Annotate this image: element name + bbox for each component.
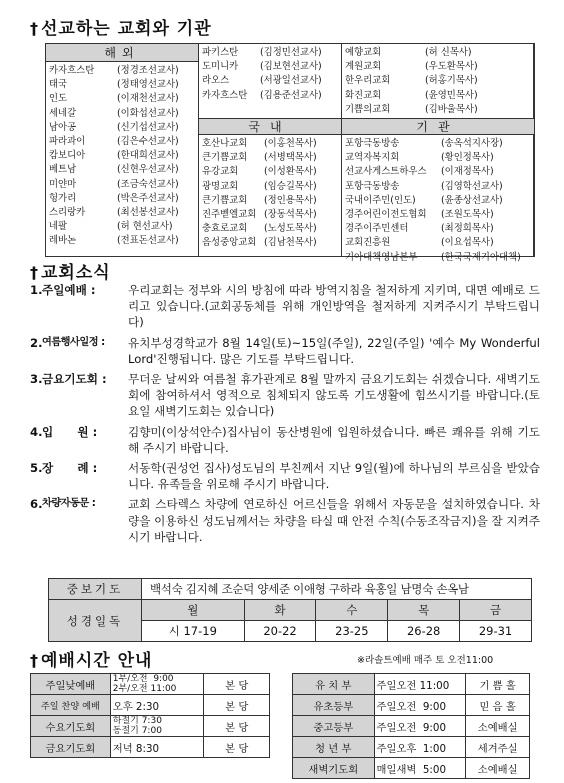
mission-place: 음성중앙교회 [202, 237, 257, 249]
news-text: 우리교회는 정부와 시의 방침에 따라 방역지침을 철저하게 지키며, 대면 예배로 드리고 있습니다.(교회공동체를 위해 개인방역을 철저하게 지켜주시기 부탁드립니다) [128, 283, 540, 330]
reading-range: 20-22 [244, 621, 316, 642]
overseas-header: 해외 [46, 44, 198, 62]
prayer-names: 백석숙 김지혜 조순덕 양세준 이애형 구하라 육홍일 남명숙 손옥남 [142, 579, 532, 600]
mission-person: (전표돈선교사) [117, 235, 179, 247]
mission-entry [342, 151, 534, 165]
worship-title: † 예배시간 안내 [30, 651, 153, 671]
worship-time: 하절기 7:30 동절기 7:00 [110, 716, 204, 737]
worship-place: 본 당 [204, 674, 270, 695]
mission-place: 베트남 [49, 164, 77, 176]
mission-place: 화진교회 [345, 89, 382, 101]
news-label: 장 례 : [42, 461, 98, 476]
mission-person: (이요섭목사) [441, 237, 494, 249]
worship-place: 소예배실 [466, 716, 530, 737]
worship-time: 저녁 8:30 [110, 737, 204, 758]
mission-entry [46, 220, 198, 234]
mission-person: (박은주선교사) [117, 192, 179, 204]
mission-place: 인도 [49, 93, 68, 105]
mission-entry [199, 89, 341, 103]
mission-place: 헝가리 [49, 192, 77, 204]
mission-place: 파라과이 [49, 136, 86, 148]
worship-place: 기 쁨 홀 [466, 674, 530, 695]
mission-person: (정경조선교사) [117, 65, 179, 76]
worship-row [293, 674, 530, 695]
overseas-list-2 [199, 44, 341, 103]
mission-person: (한대희선교사) [117, 150, 179, 162]
mission-place: 세네갈 [49, 107, 77, 119]
worship-row [31, 695, 270, 716]
worship-note: ※라솔트예배 매주 토 오전11:00 [357, 655, 494, 666]
reading-range: 23-25 [316, 621, 388, 642]
missions-title: † 선교하는 교회와 기관 [30, 19, 212, 39]
org-list [342, 137, 534, 265]
news-label: 금요기도회 : [42, 372, 107, 387]
mission-place: 미얀마 [49, 178, 77, 190]
org-header: 기관 [342, 118, 534, 135]
mission-entry [46, 234, 198, 248]
mission-person: (한국국제기아대책) [441, 251, 521, 263]
worship-row [293, 737, 530, 758]
news-item [30, 460, 540, 492]
mission-place: 교회진흥원 [345, 237, 391, 249]
worship-place: 본 당 [204, 737, 270, 758]
mission-person: (신현우선교사) [117, 164, 179, 176]
mission-entry [342, 194, 534, 208]
reading-day: 화 [244, 600, 316, 621]
news-item [30, 496, 540, 545]
mission-entry [342, 137, 534, 151]
mission-entry [342, 74, 533, 88]
news-item [30, 424, 540, 456]
prayer-reading-table [48, 578, 532, 642]
mission-place: 기아대책영남본부 [345, 251, 418, 263]
mission-entry [342, 180, 534, 194]
worship-place: 세겨주실 [466, 737, 530, 758]
mission-entry [342, 222, 534, 236]
worship-time: 매일새벽 5:00 [374, 758, 466, 779]
mission-person: (이재천선교사) [117, 93, 179, 105]
mission-place: 국내이주민(인도) [345, 194, 416, 206]
reading-day: 금 [460, 600, 532, 621]
mission-place: 계원교회 [345, 61, 382, 73]
overseas-list [46, 62, 198, 249]
news-text: 교회 스타렉스 차량에 연로하신 어르신들을 위해서 자동문을 설치하였습니다. 차량을 이용하신 성도님께서는 차량을 타실 때 안전 수칙(수동조작금지)을 잘 지켜주시기 바랍니다. [128, 497, 540, 544]
mission-entry [342, 103, 533, 117]
cross-icon: † [30, 651, 39, 670]
worship-table-right [292, 673, 530, 779]
mission-place: 경주이주민센터 [345, 223, 409, 235]
overseas-list-3 [342, 44, 533, 117]
mission-entry [46, 206, 198, 220]
mission-entry [199, 180, 342, 194]
mission-person: (김은수선교사) [117, 136, 179, 148]
mission-person: (김남천목사) [264, 237, 317, 249]
mission-person: (김정민선교사) [260, 47, 322, 58]
mission-entry [342, 46, 533, 60]
mission-person: (김영학선교사) [441, 180, 503, 192]
mission-place: 광명교회 [202, 180, 239, 192]
prayer-label: 중보기도 [49, 579, 142, 600]
mission-person: (허 신목사) [425, 47, 472, 58]
news-number: 6. [30, 497, 43, 512]
mission-person: (정태영선교사) [117, 79, 179, 91]
mission-place: 유강교회 [202, 166, 239, 178]
mission-person: (김바울목사) [425, 103, 478, 115]
mission-place: 도미니카 [202, 61, 239, 73]
mission-person: (황인정목사) [441, 152, 494, 164]
mission-person: (이화섭선교사) [117, 107, 179, 119]
news-item [30, 371, 540, 420]
mission-entry [46, 92, 198, 106]
mission-person: (김보현선교사) [260, 61, 322, 73]
mission-entry [46, 149, 198, 163]
mission-entry [342, 251, 534, 265]
mission-person: (노성도목사) [264, 223, 317, 235]
mission-entry [342, 60, 533, 74]
worship-time: 오후 2:30 [110, 695, 204, 716]
news-text: 유치부성경학교가 8월 14일(토)~15일(주일), 22일(주일) '예수 My Wonderful Lord'진행됩니다. 많은 기도를 부탁드립니다. [128, 335, 540, 366]
mission-entry [199, 60, 341, 74]
news-number: 3. [30, 372, 43, 387]
worship-row [31, 716, 270, 737]
news-number: 1. [30, 283, 43, 297]
mission-entry [199, 208, 342, 222]
mission-person: (최선봉선교사) [117, 207, 179, 219]
mission-place: 포항극동방송 [345, 138, 400, 149]
mission-entry [46, 107, 198, 121]
news-item [30, 335, 540, 367]
mission-person: (김용준선교사) [260, 89, 322, 101]
mission-entry [199, 137, 342, 151]
mission-place: 교역자복지회 [345, 152, 400, 164]
mission-place: 네팔 [49, 221, 68, 233]
worship-name: 새벽기도회 [293, 758, 375, 779]
news-label: 주일예배 : [42, 283, 96, 297]
mission-person: (정인용목사) [264, 194, 317, 206]
cross-icon: † [30, 19, 39, 38]
mission-person: (서병택목사) [264, 152, 317, 164]
mission-place: 포항극동방송 [345, 180, 400, 192]
mission-place: 한우리교회 [345, 75, 391, 87]
mission-place: 기쁨의교회 [345, 103, 391, 115]
worship-time: 주일오전 9:00 [374, 695, 466, 716]
mission-place: 경주어린이전도협회 [345, 209, 427, 221]
mission-person: (허홍기목사) [425, 75, 478, 87]
news-title: † 교회소식 [30, 263, 111, 283]
mission-entry [342, 236, 534, 250]
mission-entry [46, 192, 198, 206]
news-text: 김향미(이상석안수)집사님이 동산병원에 입원하셨습니다. 빠른 쾌유를 위해 기도해 주시기 바랍니다. [128, 424, 540, 455]
overseas-column [46, 44, 199, 256]
mission-place: 충효로교회 [202, 223, 248, 235]
mission-person: (허 현선교사) [117, 221, 173, 233]
mission-place: 파키스탄 [202, 47, 239, 58]
domestic-header: 국내 [199, 118, 342, 135]
worship-name: 중고등부 [293, 716, 375, 737]
mission-person: (이홍천목사) [264, 138, 317, 149]
mission-person: (우도환목사) [425, 61, 478, 73]
mission-place: 예향교회 [345, 47, 382, 58]
mission-entry [46, 163, 198, 177]
mission-entry [46, 135, 198, 149]
worship-name: 유초등부 [293, 695, 375, 716]
mission-place: 캄보디아 [49, 150, 86, 162]
mission-entry [46, 121, 198, 135]
mission-person: (임승길목사) [264, 180, 317, 192]
worship-time: 주일오전 11:00 [374, 674, 466, 695]
mission-person: (송옥석지사장) [441, 138, 503, 149]
mission-entry [199, 46, 341, 60]
mission-person: (서광일선교사) [260, 75, 322, 87]
worship-place: 본 당 [204, 695, 270, 716]
mission-person: (최정희목사) [441, 223, 494, 235]
mission-entry [199, 236, 342, 250]
worship-row [31, 674, 270, 695]
worship-time: 주일오후 1:00 [374, 737, 466, 758]
worship-time: 1부/오전 9:00 2부/오전 11:00 [110, 674, 204, 695]
mission-entry [199, 222, 342, 236]
mission-person: (조금숙선교사) [117, 178, 179, 190]
mission-entry [199, 194, 342, 208]
mission-place: 큰기쁨교회 [202, 152, 248, 164]
mission-entry [46, 78, 198, 92]
worship-name: 수요기도회 [31, 716, 111, 737]
mission-place: 카자흐스탄 [202, 89, 248, 101]
mission-place: 선교사게스트하우스 [345, 166, 427, 178]
reading-day: 수 [316, 600, 388, 621]
worship-name: 주일낮예배 [31, 674, 111, 695]
mission-entry [46, 178, 198, 192]
news-label: 차량자동문 : [42, 498, 96, 510]
mission-entry [199, 165, 342, 179]
news-text: 무더운 날씨와 여름철 휴가관계로 8월 말까지 금요기도회는 쉬겠습니다. 새벽기도회에 참여하셔서 영적으로 침체되지 않도록 기도생활에 힘쓰시기를 바랍니다.(토요일 새벽기도회는 있습니다) [128, 372, 540, 419]
mission-person: (이재정목사) [441, 166, 494, 178]
news-number: 5. [30, 461, 43, 476]
mission-person: (신기섭선교사) [117, 121, 179, 133]
reading-label: 성경일독 [49, 600, 142, 642]
news-item [30, 282, 540, 331]
news-text: 서동학(권성언 집사)성도님의 부친께서 지난 9일(월)에 하나님의 부르심을 받았습니다. 유족들을 위로해 주시기 바랍니다. [128, 461, 540, 492]
mission-entry [342, 89, 533, 103]
mission-person: (장동석목사) [264, 209, 317, 221]
reading-range: 29-31 [460, 621, 532, 642]
mission-person: (윤영민목사) [425, 89, 478, 101]
mission-place: 호산나교회 [202, 138, 248, 149]
mission-place: 큰기쁨교회 [202, 194, 248, 206]
news-list [30, 282, 540, 549]
mission-place: 스리랑카 [49, 207, 86, 219]
reading-range: 시 17-19 [142, 621, 245, 642]
worship-name: 주일 찬양 예배 [31, 695, 111, 716]
worship-table-left [30, 673, 270, 758]
worship-name: 유 치 부 [293, 674, 375, 695]
news-label: 여름행사일정 : [42, 336, 105, 348]
mission-entry [46, 64, 198, 78]
news-number: 2. [30, 335, 43, 350]
mission-entry [342, 165, 534, 179]
worship-name: 금요기도회 [31, 737, 111, 758]
mission-place: 남아공 [49, 121, 77, 133]
worship-row [293, 758, 530, 779]
news-number: 4. [30, 424, 43, 439]
domestic-list [199, 137, 342, 251]
mission-place: 진주벧엘교회 [202, 209, 257, 221]
mission-person: (윤종상선교사) [441, 194, 503, 206]
mission-place: 태국 [49, 79, 68, 91]
reading-range: 26-28 [388, 621, 460, 642]
worship-place: 본 당 [204, 716, 270, 737]
worship-row [293, 695, 530, 716]
mission-entry [342, 208, 534, 222]
mission-place: 카자흐스탄 [49, 65, 95, 76]
worship-place: 소예배실 [466, 758, 530, 779]
worship-row [31, 737, 270, 758]
worship-time: 주일오전 9:00 [374, 716, 466, 737]
news-label: 입 원 : [42, 424, 98, 439]
mission-entry [199, 151, 342, 165]
mission-entry [199, 74, 341, 88]
mission-place: 레바논 [49, 235, 77, 247]
reading-day: 월 [142, 600, 245, 621]
worship-row [293, 716, 530, 737]
mission-person: (이성환목사) [264, 166, 317, 178]
cross-icon: † [30, 263, 39, 282]
missions-box [45, 43, 535, 263]
reading-day: 목 [388, 600, 460, 621]
worship-name: 청 년 부 [293, 737, 375, 758]
mission-person: (조원도목사) [441, 209, 494, 221]
worship-place: 믿 음 홀 [466, 695, 530, 716]
mission-place: 라오스 [202, 75, 230, 87]
